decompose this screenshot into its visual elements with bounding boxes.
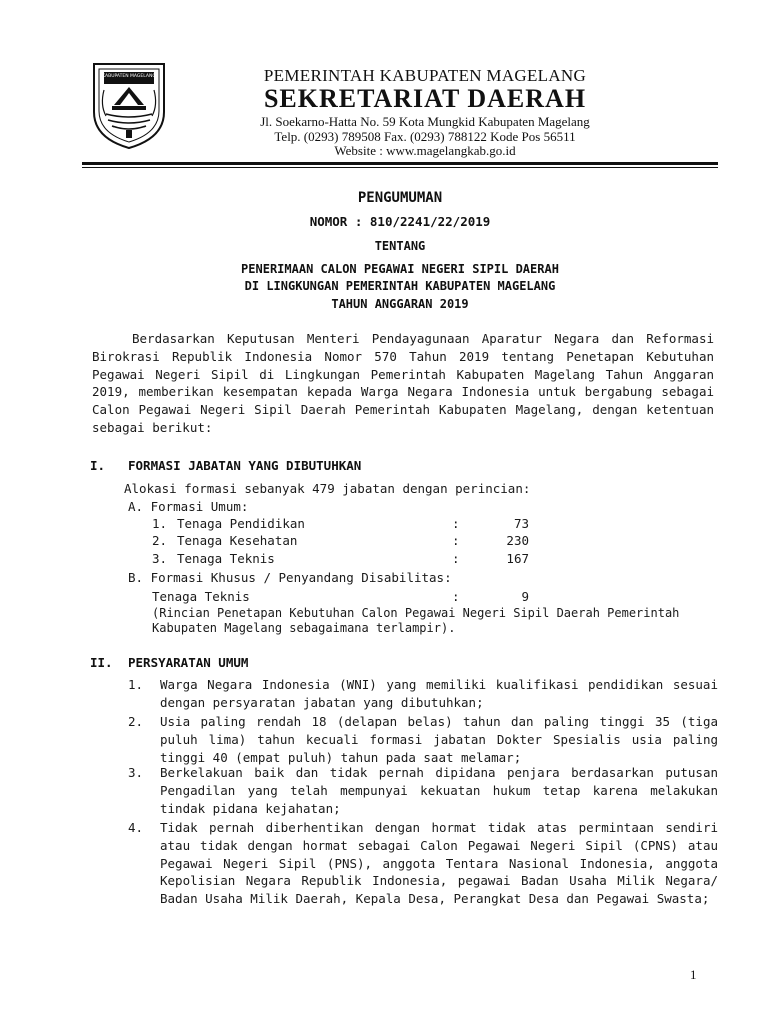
item-label: Tenaga Teknis bbox=[152, 589, 250, 604]
general-formation-label: A. Formasi Umum: bbox=[128, 499, 249, 514]
intro-paragraph: Berdasarkan Keputusan Menteri Pendayagunaan Aparatur Negara dan Reformasi Birokrasi Republik Indonesia Nomor 570 Tahun 2019 tentang Penetapan Kebutuhan Pegawai Negeri Sipil di Lingkungan Pemerintah Kabupaten Magelang Tahun Anggaran 2019, memberikan kesempatan kepada Warga Negara Indonesia untuk bergabung sebagai Calon Pegawai Negeri Sipil Daerah Pemerintah Kabupaten Magelang, dengan ketentuan sebagai berikut: bbox=[92, 331, 714, 435]
allocation-text: Alokasi formasi sebanyak 479 jabatan dengan perincian: bbox=[124, 481, 531, 496]
item-number: 2. bbox=[128, 714, 144, 729]
item-colon: : bbox=[452, 533, 460, 548]
item-text: Usia paling rendah 18 (delapan belas) tahun dan paling tinggi 35 (tiga puluh lima) tahun kecuali formasi jabatan Dokter Spesialis usia paling tinggi 40 (empat puluh) tahun pada saat melamar; bbox=[160, 714, 718, 765]
item-colon: : bbox=[452, 516, 460, 531]
item-number: 4. bbox=[128, 820, 144, 835]
item-text: Berkelakuan baik dan tidak pernah dipidana penjara berdasarkan putusan Pengadilan yang telah mempunyai kekuatan hukum tetap karena melakukan tindak pidana kejahatan; bbox=[160, 765, 718, 816]
coat-of-arms-logo bbox=[90, 60, 168, 150]
subject-line-1: PENERIMAAN CALON PEGAWAI NEGERI SIPIL DAERAH bbox=[241, 262, 559, 276]
item-number: 3. bbox=[152, 551, 168, 566]
list-item bbox=[128, 819, 718, 908]
formation-note: (Rincian Penetapan Kebutuhan Calon Pegawai Negeri Sipil Daerah Pemerintah Kabupaten Magelang sebagaimana terlampir). bbox=[152, 606, 680, 635]
item-number: 2. bbox=[152, 533, 168, 548]
logo-text: KABUPATEN MAGELANG bbox=[102, 74, 156, 79]
page-number: 1 bbox=[690, 967, 697, 982]
item-label: Tenaga Pendidikan bbox=[177, 516, 305, 531]
list-item bbox=[128, 676, 718, 712]
special-formation-label: B. Formasi Khusus / Penyandang Disabilitas: bbox=[128, 570, 452, 585]
subject-line-2: DI LINGKUNGAN PEMERINTAH KABUPATEN MAGELANG bbox=[244, 279, 556, 293]
section-2-number: II. bbox=[90, 655, 113, 670]
announcement-number: NOMOR : 810/2241/22/2019 bbox=[309, 214, 491, 229]
announcement-heading: PENGUMUMAN bbox=[357, 190, 443, 206]
list-item bbox=[128, 764, 718, 817]
item-value: 167 bbox=[506, 551, 529, 566]
section-1-number: I. bbox=[90, 458, 106, 473]
section-2-title: PERSYARATAN UMUM bbox=[128, 655, 249, 670]
item-text: Warga Negara Indonesia (WNI) yang memiliki kualifikasi pendidikan sesuai dengan persyaratan jabatan yang dibutuhkan; bbox=[160, 677, 718, 710]
government-name: PEMERINTAH KABUPATEN MAGELANG bbox=[263, 66, 587, 85]
subject-line-3: TAHUN ANGGARAN 2019 bbox=[331, 297, 469, 311]
office-website: Website : www.magelangkab.go.id bbox=[334, 143, 516, 158]
item-label: Tenaga Teknis bbox=[177, 551, 275, 566]
item-value: 230 bbox=[506, 533, 529, 548]
letterhead-rule-thick bbox=[82, 162, 718, 165]
announcement-about: TENTANG bbox=[374, 239, 426, 253]
item-value: 9 bbox=[521, 589, 529, 604]
item-text: Tidak pernah diberhentikan dengan hormat tidak atas permintaan sendiri atau tidak dengan hormat sebagai Calon Pegawai Negeri Sipil (CPNS) atau Pegawai Negeri Sipil (PNS), anggota Tentara Nasional Indonesia, anggota Kepolisian Negara Republik Indonesia, pegawai Badan Usaha Milik Negara/ Badan Usaha Milik Daerah, Kepala Desa, Perangkat Desa dan Pegawai Swasta; bbox=[160, 820, 718, 907]
item-value: 73 bbox=[513, 516, 529, 531]
office-address: Jl. Soekarno-Hatta No. 59 Kota Mungkid Kabupaten Magelang bbox=[260, 114, 590, 129]
item-colon: : bbox=[452, 589, 460, 604]
section-1-title: FORMASI JABATAN YANG DIBUTUHKAN bbox=[128, 458, 362, 473]
letterhead-rule-thin bbox=[82, 167, 718, 168]
office-name: SEKRETARIAT DAERAH bbox=[263, 84, 587, 113]
item-colon: : bbox=[452, 551, 460, 566]
office-phone: Telp. (0293) 789508 Fax. (0293) 788122 Kode Pos 56511 bbox=[274, 129, 576, 144]
item-label: Tenaga Kesehatan bbox=[177, 533, 298, 548]
list-item bbox=[128, 713, 718, 766]
item-number: 1. bbox=[152, 516, 168, 531]
item-number: 1. bbox=[128, 677, 144, 692]
item-number: 3. bbox=[128, 765, 144, 780]
